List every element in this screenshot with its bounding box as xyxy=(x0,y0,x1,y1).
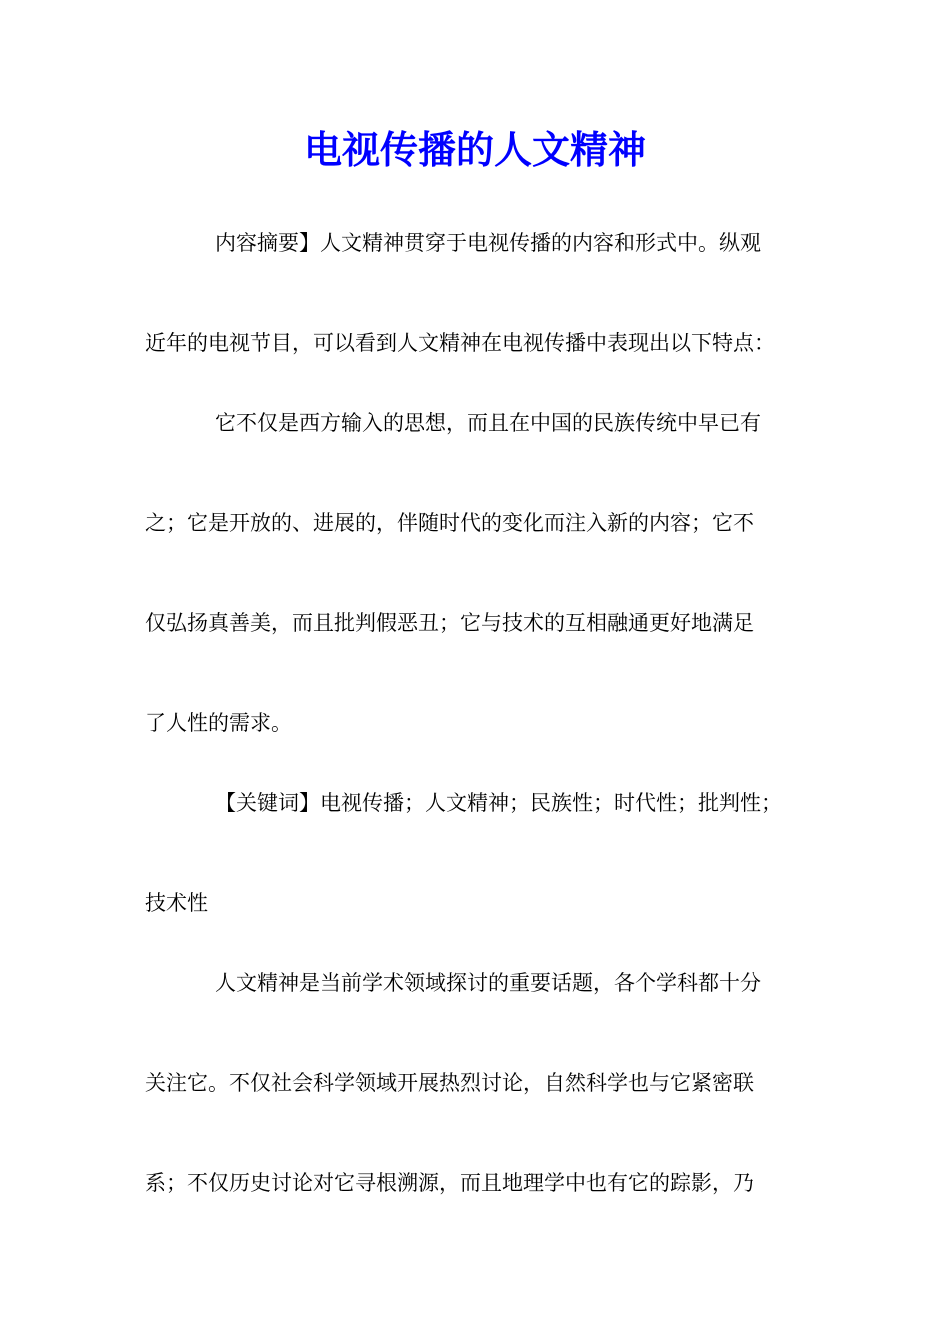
abstract-line-5: 仅弘扬真善美，而且批判假恶丑；它与技术的互相融通更好地满足 xyxy=(145,611,754,635)
abstract-line-4: 之；它是开放的、进展的，伴随时代的变化而注入新的内容；它不 xyxy=(145,511,754,535)
body-line-3: 系；不仅历史讨论对它寻根溯源，而且地理学中也有它的踪影，乃 xyxy=(145,1171,754,1195)
abstract-line-3: 它不仅是西方输入的思想，而且在中国的民族传统中早已有 xyxy=(215,411,761,435)
keywords-line-1: 【关键词】电视传播；人文精神；民族性；时代性；批判性； xyxy=(215,791,782,815)
document-title: 电视传播的人文精神 xyxy=(303,127,646,172)
abstract-line-2: 近年的电视节目，可以看到人文精神在电视传播中表现出以下特点： xyxy=(145,331,775,355)
abstract-line-6: 了人性的需求。 xyxy=(145,711,292,735)
body-line-2: 关注它。不仅社会科学领域开展热烈讨论，自然科学也与它紧密联 xyxy=(145,1071,754,1095)
abstract-line-1: 内容摘要】人文精神贯穿于电视传播的内容和形式中。纵观 xyxy=(215,231,761,255)
keywords-line-2: 技术性 xyxy=(145,891,208,915)
body-line-1: 人文精神是当前学术领域探讨的重要话题，各个学科都十分 xyxy=(215,971,761,995)
